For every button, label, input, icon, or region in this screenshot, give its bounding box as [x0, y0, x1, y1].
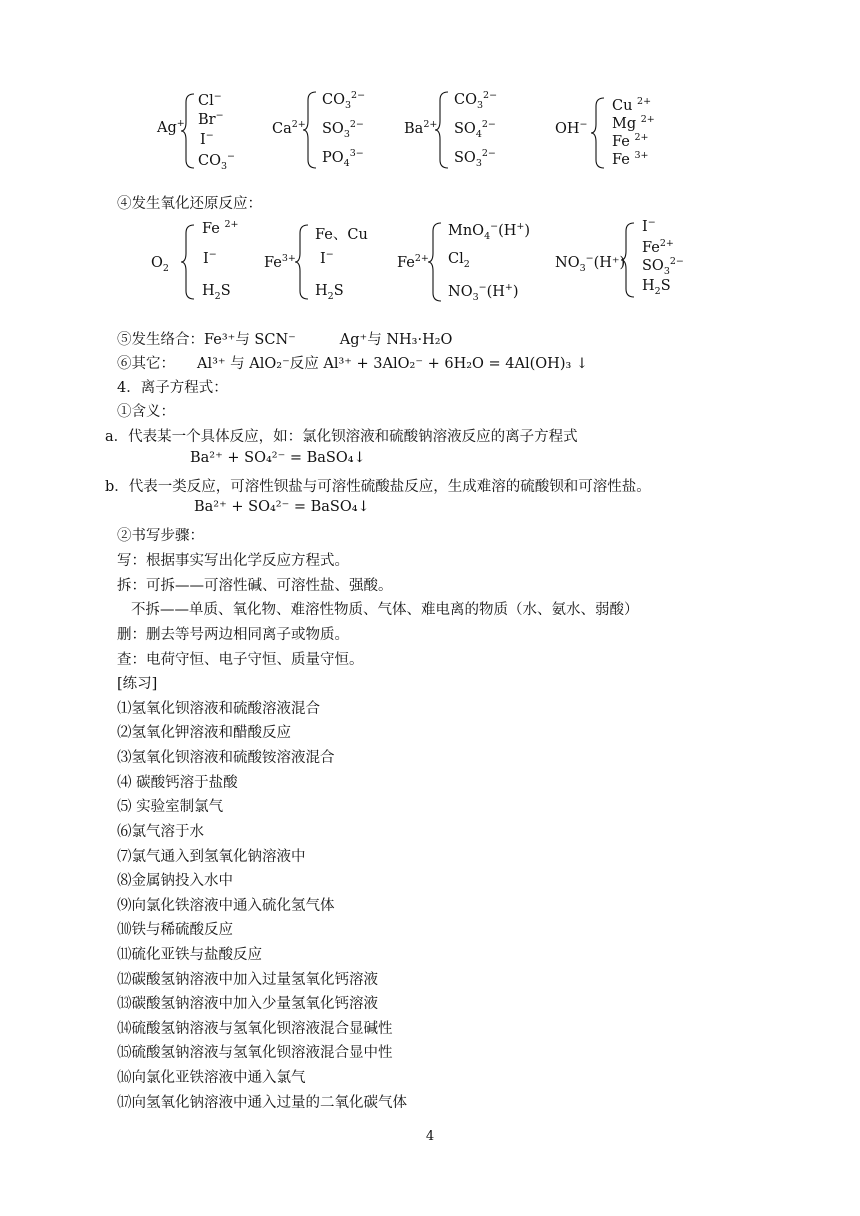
- step-item: 拆：可拆——可溶性碱、可溶性盐、强酸。: [117, 578, 393, 594]
- no3-item: I−: [642, 217, 656, 235]
- exercise-item: ⑴氢氧化钡溶液和硫酸溶液混合: [117, 701, 320, 717]
- o2-item: Fe $^{2+}$: [202, 219, 239, 237]
- fe3-item: $H_2S$: [315, 283, 344, 302]
- oh-item: Cu $^{2+}$: [612, 96, 652, 114]
- other-line: ⑥其它： Al³⁺ 与 AlO₂⁻反应 Al³⁺ + 3AlO₂⁻ + 6H₂O = 4Al(OH)₃ ↓: [117, 356, 589, 372]
- exercise-item: ⑵氢氧化钾溶液和醋酸反应: [117, 725, 291, 741]
- complex-line: ⑤发生络合：Fe³⁺与 SCN⁻ Ag⁺与 NH₃·H₂O: [117, 332, 453, 348]
- ag-brace: [180, 92, 196, 170]
- fe2-center: $Fe^{2+}$: [397, 253, 429, 271]
- practice-heading: [练习]: [117, 676, 158, 692]
- exercise-item: ⑾硫化亚铁与盐酸反应: [117, 947, 262, 963]
- meaning-a: a．代表某一个具体反应，如：氯化钡溶液和硫酸钠溶液反应的离子方程式: [105, 429, 578, 445]
- step-item: 查：电荷守恒、电子守恒、质量守恒。: [117, 652, 364, 668]
- no3-item: $SO_3^{2-}$: [642, 256, 684, 277]
- no3-center: $NO_3^-(H^+)$: [555, 253, 626, 274]
- ca-item: $PO_4^{3-}$: [322, 148, 364, 169]
- ca-center: $Ca^{2+}$: [272, 119, 306, 137]
- oh-item: Fe $^{2+}$: [612, 132, 649, 150]
- ca-item: $SO_3^{2-}$: [322, 119, 364, 140]
- meaning-heading: ①含义：: [117, 404, 175, 420]
- step-item: 不拆——单质、氧化物、难溶性物质、气体、难电离的物质（水、氨水、弱酸）: [131, 602, 639, 618]
- ca-item: $CO_3^{2-}$: [322, 90, 366, 111]
- redox-heading: ④发生氧化还原反应：: [117, 196, 262, 212]
- no3-brace: [620, 221, 636, 299]
- fe2-item: $NO_3^-(H^+)$: [448, 282, 519, 303]
- oh-item: Mg $^{2+}$: [612, 114, 655, 132]
- fe3-item: Fe、Cu: [315, 227, 368, 243]
- exercise-item: ⑶氢氧化钡溶液和硫酸铵溶液混合: [117, 750, 335, 766]
- exercise-item: ⒄向氢氧化钠溶液中通入过量的二氧化碳气体: [117, 1095, 407, 1111]
- ag-item: Cl−: [198, 91, 222, 109]
- exercise-item: ⒃向氯化亚铁溶液中通入氯气: [117, 1070, 306, 1086]
- oh-item: Fe $^{3+}$: [612, 150, 649, 168]
- fe3-brace: [294, 223, 310, 301]
- fe3-item: I−: [320, 249, 334, 267]
- exercise-item: ⑿碳酸氢钠溶液中加入过量氢氧化钙溶液: [117, 972, 378, 988]
- page-number: 4: [425, 1129, 435, 1144]
- step-item: 写：根据事实写出化学反应方程式。: [117, 553, 349, 569]
- ba-item: $CO_3^{2-}$: [454, 90, 498, 111]
- ca-brace: [302, 90, 318, 170]
- exercise-item: ⑺氯气通入到氢氧化钠溶液中: [117, 849, 306, 865]
- step-item: 删：删去等号两边相同离子或物质。: [117, 627, 349, 643]
- meaning-b: b．代表一类反应，可溶性钡盐与可溶性硫酸盐反应，生成难溶的硫酸钡和可溶性盐。: [105, 479, 651, 495]
- no3-item: $H_2S$: [642, 278, 671, 297]
- fe2-brace: [427, 221, 443, 303]
- ag-item: Br−: [198, 110, 224, 128]
- exercise-item: ⑷ 碳酸钙溶于盐酸: [117, 775, 238, 791]
- exercise-item: ⑼向氯化铁溶液中通入硫化氢气体: [117, 898, 335, 914]
- oh-brace: [590, 96, 606, 170]
- o2-item: I−: [203, 249, 217, 267]
- ba-brace: [434, 90, 450, 170]
- exercise-item: ⑻金属钠投入水中: [117, 873, 233, 889]
- section-title: 4．离子方程式：: [117, 380, 228, 396]
- exercise-item: ⑹氯气溶于水: [117, 824, 204, 840]
- exercise-item: ⒁硫酸氢钠溶液与氢氧化钡溶液混合显碱性: [117, 1021, 393, 1037]
- ba-item: $SO_4^{2-}$: [454, 119, 496, 140]
- exercise-item: ⒀碳酸氢钠溶液中加入少量氢氧化钙溶液: [117, 996, 378, 1012]
- no3-item: $Fe^{2+}$: [642, 238, 674, 256]
- steps-heading: ②书写步骤：: [117, 528, 204, 544]
- fe2-item: $Cl_2$: [448, 251, 470, 270]
- o2-item: $H_2S$: [202, 283, 231, 302]
- ag-item: $CO_3^-$: [198, 151, 235, 172]
- ba-item: $SO_3^{2-}$: [454, 148, 496, 169]
- ag-item: I−: [200, 130, 214, 148]
- exercise-item: ⑸ 实验室制氯气: [117, 799, 224, 815]
- oh-center: OH−: [555, 119, 588, 137]
- fe3-center: $Fe^{3+}$: [264, 253, 296, 271]
- fe2-item: MnO$_4$−(H+): [448, 221, 531, 242]
- exercise-item: ⒂硫酸氢钠溶液与氢氧化钡溶液混合显中性: [117, 1045, 393, 1061]
- ag-center: Ag+: [157, 118, 185, 136]
- o2-center: $O_2$: [151, 255, 169, 274]
- equation-a: Ba²⁺ + SO₄²⁻ = BaSO₄↓: [190, 450, 366, 466]
- ba-center: $Ba^{2+}$: [404, 119, 438, 137]
- exercise-item: ⑽铁与稀硫酸反应: [117, 922, 233, 938]
- o2-brace: [180, 223, 196, 301]
- equation-b: Ba²⁺ + SO₄²⁻ = BaSO₄↓: [194, 499, 370, 515]
